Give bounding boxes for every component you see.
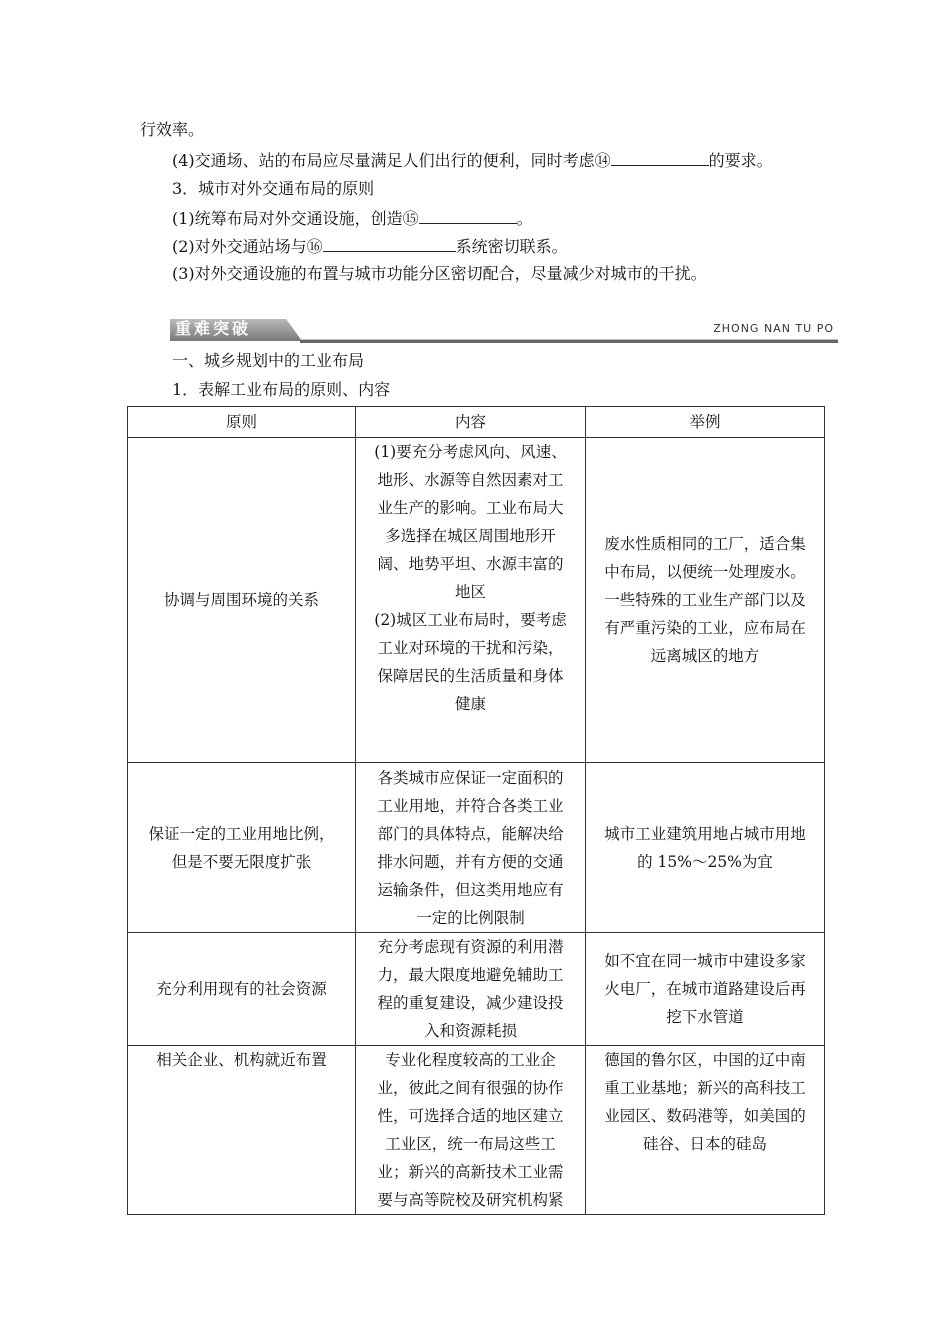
table-row xyxy=(128,933,825,1046)
cell-line: 工业对环境的干扰和污染， xyxy=(377,639,564,657)
principles-table xyxy=(127,406,825,1215)
principle-cell xyxy=(128,763,356,933)
cell-line: 健康 xyxy=(454,695,486,713)
principle-cell: 相关企业、机构就近布置 xyxy=(128,1046,356,1215)
text-line xyxy=(172,148,773,173)
subheading: 3．城市对外交通布局的原则 xyxy=(172,179,375,198)
cell-line: 入和资源耗损 xyxy=(423,1022,517,1040)
cell-line: 的 15%～25%为宜 xyxy=(637,852,773,871)
cell-line: 业；新兴的高新技术工业需 xyxy=(377,1163,564,1181)
cell-line: 力，最大限度地避免辅助工 xyxy=(377,966,564,984)
section-divider xyxy=(300,339,838,343)
cell-line: 业生产的影响。工业布局大 xyxy=(377,499,564,517)
cell-line: 程的重复建设，减少建设投 xyxy=(377,994,564,1012)
cell-line: 有严重污染的工业，应布局在 xyxy=(604,619,806,637)
text-span: (4)交通场、站的布局应尽量满足人们出行的便利，同时考虑⑭ xyxy=(172,151,611,170)
cell-line: 充分考虑现有资源的利用潜 xyxy=(377,938,564,956)
cell-line: 工业用地，并符合各类工业 xyxy=(377,796,564,815)
example-cell xyxy=(586,1046,825,1215)
content-cell xyxy=(356,1046,586,1215)
cell-line: 城市工业建筑用地占城市用地 xyxy=(604,824,806,843)
text-span: 。 xyxy=(516,209,533,228)
cell-line: 重工业基地；新兴的高科技工 xyxy=(604,1079,806,1097)
header-cell: 内容 xyxy=(356,407,586,438)
content-cell xyxy=(356,438,586,763)
cell-line: 性，可选择合适的地区建立 xyxy=(377,1107,564,1125)
text-line: (3)对外交通设施的布置与城市功能分区密切配合，尽量减少对城市的干扰。 xyxy=(172,264,707,283)
cell-line: 挖下水管道 xyxy=(666,1008,744,1026)
cell-line: 工业区，统一布局这些工 xyxy=(385,1135,556,1153)
cell-line: 各类城市应保证一定面积的 xyxy=(377,768,564,787)
table-header-row xyxy=(128,407,825,438)
cell-line: 一定的比例限制 xyxy=(416,908,525,927)
principle-cell: 协调与周围环境的关系 xyxy=(128,438,356,763)
cell-line: 一些特殊的工业生产部门以及 xyxy=(604,591,806,609)
text-line xyxy=(172,206,533,231)
content-cell xyxy=(356,763,586,933)
cell-line: 废水性质相同的工厂，适合集 xyxy=(604,535,806,553)
cell-line: 德国的鲁尔区，中国的辽中南 xyxy=(604,1051,806,1069)
cell-line: 但是不要无限度扩张 xyxy=(171,852,312,871)
example-cell xyxy=(586,763,825,933)
section-header xyxy=(170,316,838,344)
cell-line: 硅谷、日本的硅岛 xyxy=(642,1135,767,1153)
text-line: 行效率。 xyxy=(140,120,205,139)
cell-line: 如不宜在同一城市中建设多家 xyxy=(604,952,806,970)
answer-blank-16[interactable] xyxy=(323,234,456,252)
cell-line: 专业化程度较高的工业企 xyxy=(385,1051,556,1069)
answer-blank-14[interactable] xyxy=(611,148,709,166)
cell-line: 多选择在城区周围地形开 xyxy=(385,527,556,545)
table-row xyxy=(128,763,825,933)
answer-blank-15[interactable] xyxy=(419,206,517,224)
heading: 1．表解工业布局的原则、内容 xyxy=(172,380,391,399)
section-subtitle: ZHONG NAN TU PO xyxy=(713,322,834,335)
cell-line: 远离城区的地方 xyxy=(650,647,760,665)
text-span: (1)统筹布局对外交通设施，创造⑮ xyxy=(172,209,419,228)
cell-line: 部门的具体特点，能解决给 xyxy=(377,824,564,843)
cell-line: 阔、地势平坦、水源丰富的 xyxy=(377,555,564,573)
cell-line: 排水问题，并有方便的交通 xyxy=(377,852,564,871)
cell-line: (1)要充分考虑风向、风速、 xyxy=(374,443,567,461)
cell-line: 保障居民的生活质量和身体 xyxy=(377,667,564,685)
text-span: (2)对外交通站场与⑯ xyxy=(172,237,323,256)
section-title: 重难突破 xyxy=(175,319,252,338)
cell-line: 保证一定的工业用地比例， xyxy=(148,824,335,843)
cell-line: 中布局，以便统一处理废水。 xyxy=(604,563,806,581)
cell-line: 业，彼此之间有很强的协作 xyxy=(377,1079,564,1097)
header-cell: 举例 xyxy=(586,407,825,438)
cell-line: 地形、水源等自然因素对工 xyxy=(377,471,564,489)
table-row xyxy=(128,438,825,763)
example-cell xyxy=(586,438,825,763)
heading: 一、城乡规划中的工业布局 xyxy=(172,351,365,370)
cell-line: 运输条件，但这类用地应有 xyxy=(377,880,564,899)
cell-line: 要与高等院校及研究机构紧 xyxy=(377,1191,564,1209)
text-line xyxy=(172,234,568,259)
cell-line: 火电厂，在城市道路建设后再 xyxy=(604,980,806,998)
table-row xyxy=(128,1046,825,1215)
example-cell xyxy=(586,933,825,1046)
cell-line: 业园区、数码港等，如美国的 xyxy=(604,1107,806,1125)
cell-line: 地区 xyxy=(454,583,486,601)
cell-line: (2)城区工业布局时，要考虑 xyxy=(374,611,567,629)
principle-cell: 充分利用现有的社会资源 xyxy=(128,933,356,1046)
text-span: 的要求。 xyxy=(708,151,773,170)
text-span: 系统密切联系。 xyxy=(455,237,568,256)
header-cell: 原则 xyxy=(128,407,356,438)
content-cell xyxy=(356,933,586,1046)
